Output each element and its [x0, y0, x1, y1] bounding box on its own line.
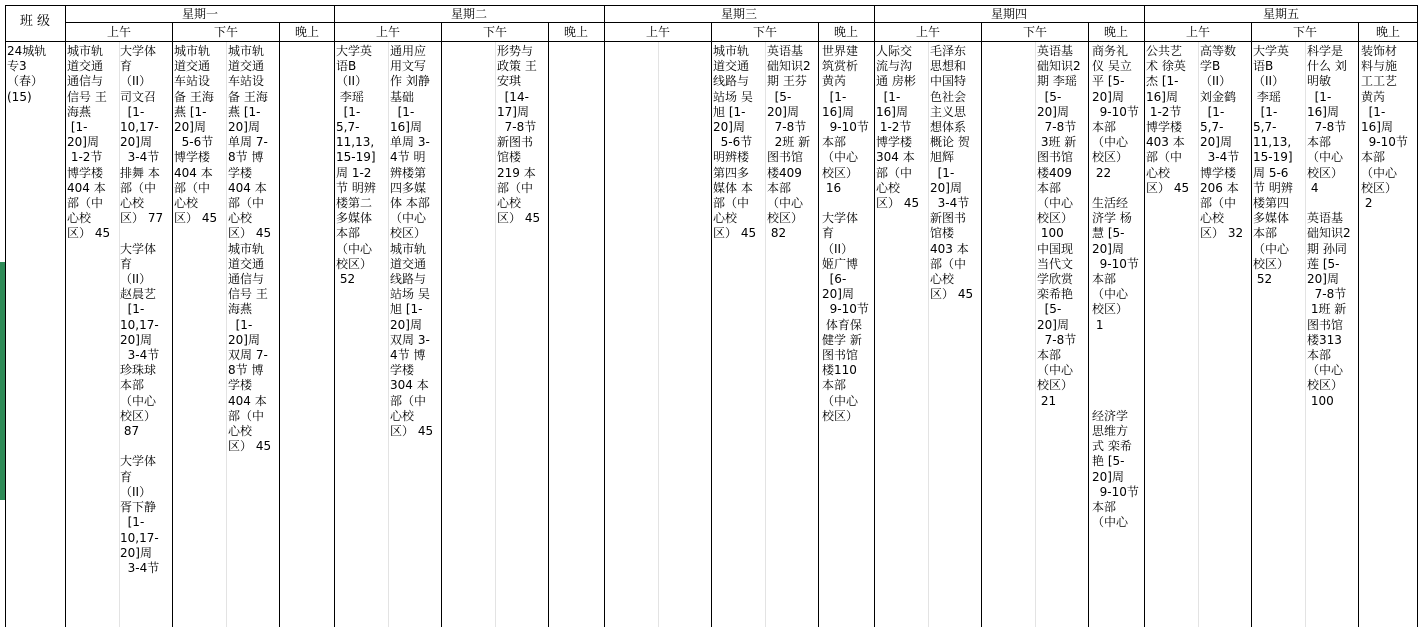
- course-cell: 商务礼 仪 吴立 平 [5- 20]周 9-10节 本部 （中心 校区） 22 生活经 济学 杨 慧 [5- 20]周 9-10节 本部 （中心 校区） 1 经济学 思维方 式 栾希 艳 [5- 20]周 9-10节 本部 （中心: [1092, 44, 1139, 530]
- sub-grid-line: [495, 42, 496, 627]
- day-header-tue: 星期二: [450, 7, 487, 21]
- grid-line: [1088, 22, 1089, 627]
- course-cell: 城市轨 道交通 通信与 信号 王 海燕 [1- 20]周 1-2节 博学楼 404 本 部（中 心校 区） 45: [67, 44, 111, 241]
- class-column-header: 班 级: [19, 14, 51, 29]
- grid-line: [1251, 22, 1252, 627]
- period-wed-am: 上午: [645, 25, 670, 39]
- course-cell: 城市轨 道交通 车站设 备 王海 燕 [1- 20]周 5-6节 博学楼 404 本 部（中 心校 区） 45: [174, 44, 218, 226]
- period-tue-am: 上午: [375, 25, 400, 39]
- period-mon-eve: 晚上: [294, 25, 319, 39]
- sub-grid-line: [226, 42, 227, 627]
- course-cell: 世界建 筑赏析 黄芮 [1- 16]周 9-10节 本部 （中心 校区） 16 大学体 育 （II） 姬广博 [6- 20]周 9-10节 体育保 健学 新 图书馆 楼110 本部 （中心 校区）: [822, 44, 869, 423]
- grid-line: [604, 5, 605, 627]
- sub-grid-line: [765, 42, 766, 627]
- sub-grid-line: [1198, 42, 1199, 627]
- period-fri-eve: 晚上: [1375, 25, 1400, 39]
- sub-grid-line: [1035, 42, 1036, 627]
- grid-line: [441, 22, 442, 627]
- day-header-fri: 星期五: [1262, 7, 1299, 21]
- course-cell: 通用应 用文写 作 刘静 基础 [1- 16]周 单周 3- 4节 明 辨楼第 四多媒 体 本部 （中心 校区） 城市轨 道交通 线路与 站场 吴 旭 [1- 20]周 双周 3- 4节 博 学楼 304 本 部（中 心校 区） 45: [390, 44, 434, 439]
- sub-grid-line: [928, 42, 929, 627]
- period-thu-pm: 下午: [1022, 25, 1047, 39]
- period-fri-am: 上午: [1185, 25, 1210, 39]
- course-cell: 英语基 础知识2 期 李瑶 [5- 20]周 7-8节 3班 新 图书馆 楼409 本部 （中心 校区） 100 中国现 当代文 学欣赏 栾希艳 [5- 20]周 7-8节 本部 （中心 校区） 21: [1037, 44, 1081, 408]
- period-fri-pm: 下午: [1292, 25, 1317, 39]
- sub-grid-line: [1305, 42, 1306, 627]
- course-cell: 毛泽东 思想和 中国特 色社会 主义思 想体系 概论 贺 旭辉 [1- 20]周 3-4节 新图书 馆楼 403 本 部（中 心校 区） 45: [930, 44, 974, 302]
- grid-top: [5, 5, 1417, 6]
- course-cell: 城市轨 道交通 车站设 备 王海 燕 [1- 20]周 单周 7- 8节 博 学楼 404 本 部（中 心校 区） 45 城市轨 道交通 通信与 信号 王 海燕 [1- 20]周 双周 7- 8节 博 学楼 404 本 部（中 心校 区） 45: [228, 44, 272, 454]
- period-thu-am: 上午: [915, 25, 940, 39]
- period-mon-am: 上午: [106, 25, 131, 39]
- grid-line: [172, 22, 173, 627]
- grid-line: [66, 22, 1417, 23]
- course-cell: 形势与 政策 王 安琪 [14- 17]周 7-8节 新图书 馆楼 219 本 部（中 心校 区） 45: [497, 44, 541, 226]
- day-header-mon: 星期一: [181, 7, 218, 21]
- course-cell: 高等数 学B （II） 刘金鹤 [1- 5,7- 20]周 3-4节 博学楼 206 本 部（中 心校 区） 32: [1200, 44, 1244, 241]
- course-cell: 人际交 流与沟 通 房彬 [1- 16]周 1-2节 博学楼 304 本 部（中 心校 区） 45: [876, 44, 920, 211]
- course-cell: 城市轨 道交通 线路与 站场 吴 旭 [1- 20]周 5-6节 明辨楼 第四多 媒体 本 部（中 心校 区） 45: [713, 44, 757, 241]
- grid-line: [981, 22, 982, 627]
- grid-line: [548, 22, 549, 627]
- course-cell: 装饰材 料与施 工工艺 黄芮 [1- 16]周 9-10节 本部 （中心 校区） 2: [1361, 44, 1408, 211]
- class-name-cell: 24城轨 专3 （春） (15): [7, 44, 47, 104]
- course-cell: 科学是 什么 刘 明敏 [1- 16]周 7-8节 本部 （中心 校区） 4 英语基 础知识2 期 孙同 莲 [5- 20]周 7-8节 1班 新 图书馆 楼313 本部 （中心 校区） 100: [1307, 44, 1351, 408]
- day-header-thu: 星期四: [990, 7, 1027, 21]
- period-tue-pm: 下午: [482, 25, 507, 39]
- period-thu-eve: 晚上: [1103, 25, 1128, 39]
- grid-line: [1417, 5, 1418, 627]
- course-cell: 大学体 育 （II） 司文召 [1- 10,17- 20]周 3-4节 排舞 本 部（中 心校 区） 77 大学体 育 （II） 赵晨艺 [1- 10,17- 20]周 3-4节 珍珠球 本部 （中心 校区） 87 大学体 育 （II） 胥下静 [1- 10,17- 20]周 3-4节: [120, 44, 164, 575]
- grid-line: [279, 22, 280, 627]
- grid-line: [1358, 22, 1359, 627]
- grid-line: [818, 22, 819, 627]
- sub-grid-line: [388, 42, 389, 627]
- course-cell: 公共艺 术 徐英 杰 [1- 16]周 1-2节 博学楼 403 本 部（中 心校 区） 45: [1146, 44, 1190, 195]
- grid-line: [5, 5, 6, 627]
- course-cell: 英语基 础知识2 期 王芬 [5- 20]周 7-8节 2班 新 图书馆 楼409 本部 （中心 校区） 82: [767, 44, 811, 241]
- grid-line: [334, 5, 335, 627]
- course-cell: 大学英 语B （II） 李瑶 [1- 5,7- 11,13, 15-19] 周 5-6 节 明辨 楼第四 多媒体 本部 （中心 校区） 52: [1253, 44, 1293, 287]
- sub-grid-line: [119, 42, 120, 627]
- course-cell: 大学英 语B （II） 李瑶 [1- 5,7- 11,13, 15-19] 周 1-2 节 明辨 楼第二 多媒体 本部 （中心 校区） 52: [336, 44, 376, 287]
- grid-line: [711, 22, 712, 627]
- period-wed-eve: 晚上: [833, 25, 858, 39]
- grid-line: [65, 5, 66, 627]
- grid-line: [1144, 5, 1145, 627]
- sub-grid-line: [658, 42, 659, 627]
- day-header-wed: 星期三: [720, 7, 757, 21]
- period-tue-eve: 晚上: [563, 25, 588, 39]
- grid-line: [874, 5, 875, 627]
- period-mon-pm: 下午: [213, 25, 238, 39]
- period-wed-pm: 下午: [752, 25, 777, 39]
